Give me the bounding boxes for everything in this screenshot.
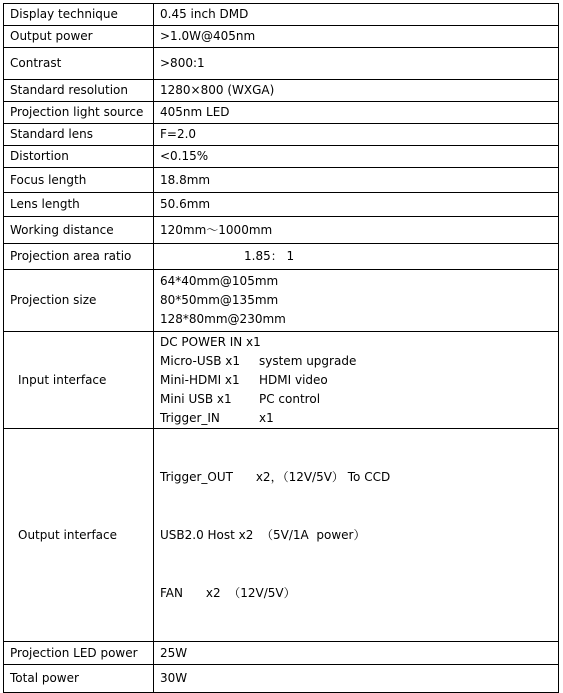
- table-row: [4, 48, 559, 80]
- row-label: Focus length: [4, 168, 154, 193]
- row-value: 18.8mm: [154, 168, 559, 193]
- table-row: [4, 26, 559, 48]
- projection-size-line: 80*50mm@135mm: [160, 293, 279, 307]
- row-value: [154, 270, 559, 332]
- table-row: [4, 429, 559, 642]
- table-row: [4, 217, 559, 244]
- port-name: DC POWER IN x1: [160, 334, 261, 349]
- projection-size-line: 128*80mm@230mm: [160, 312, 286, 326]
- input-interface-line: [160, 352, 552, 371]
- port-name: Micro-USB x1: [160, 353, 241, 368]
- row-value: [154, 429, 559, 642]
- table-row: [4, 332, 559, 429]
- row-label: Standard resolution: [4, 80, 154, 102]
- port-name: Mini USB x1: [160, 391, 232, 406]
- row-value: >800:1: [154, 48, 559, 80]
- row-value: 50.6mm: [154, 193, 559, 217]
- port-desc: HDMI video: [259, 372, 328, 387]
- output-interface-line: FAN x2 （12V/5V）: [160, 586, 296, 600]
- row-label: Projection LED power: [4, 642, 154, 665]
- row-label: Total power: [4, 665, 154, 693]
- table-row: [4, 665, 559, 693]
- row-label: Display technique: [4, 4, 154, 26]
- row-value: 0.45 inch DMD: [154, 4, 559, 26]
- input-interface-line: [160, 371, 552, 390]
- table-row: [4, 80, 559, 102]
- row-label: Distortion: [4, 146, 154, 168]
- table-row: [4, 244, 559, 270]
- ratio-value: 1.85： 1: [244, 249, 295, 263]
- spec-table: [3, 3, 559, 693]
- row-value: F=2.0: [154, 124, 559, 146]
- row-label: Contrast: [4, 48, 154, 80]
- input-interface-line: [160, 333, 552, 352]
- row-value: 405nm LED: [154, 102, 559, 124]
- input-interface-line: [160, 409, 552, 428]
- output-interface-line: Trigger_OUT x2，（12V/5V） To CCD: [160, 470, 391, 484]
- row-label: Standard lens: [4, 124, 154, 146]
- row-label: Input interface: [4, 332, 154, 429]
- projection-size-line: 64*40mm@105mm: [160, 274, 279, 288]
- row-value: 25W: [154, 642, 559, 665]
- row-value: 30W: [154, 665, 559, 693]
- port-name: Trigger_IN: [160, 410, 220, 425]
- row-value: [154, 244, 559, 270]
- table-row: [4, 4, 559, 26]
- row-label: Lens length: [4, 193, 154, 217]
- port-desc: x1: [259, 410, 274, 425]
- row-label: Working distance: [4, 217, 154, 244]
- row-label: Projection size: [4, 270, 154, 332]
- row-value: <0.15%: [154, 146, 559, 168]
- table-row: [4, 642, 559, 665]
- table-row: [4, 270, 559, 332]
- input-interface-line: [160, 390, 552, 409]
- table-row: [4, 193, 559, 217]
- port-desc: PC control: [259, 391, 321, 406]
- row-label: Projection light source: [4, 102, 154, 124]
- row-value: 120mm～1000mm: [154, 217, 559, 244]
- row-label: Output interface: [4, 429, 154, 642]
- table-row: [4, 124, 559, 146]
- table-row: [4, 146, 559, 168]
- row-value: 1280×800 (WXGA): [154, 80, 559, 102]
- table-row: [4, 102, 559, 124]
- output-interface-line: USB2.0 Host x2 （5V/1A power）: [160, 528, 366, 542]
- row-label: Output power: [4, 26, 154, 48]
- port-desc: system upgrade: [259, 353, 357, 368]
- row-label: Projection area ratio: [4, 244, 154, 270]
- row-value: >1.0W@405nm: [154, 26, 559, 48]
- port-name: Mini-HDMI x1: [160, 372, 240, 387]
- table-row: [4, 168, 559, 193]
- row-value: [154, 332, 559, 429]
